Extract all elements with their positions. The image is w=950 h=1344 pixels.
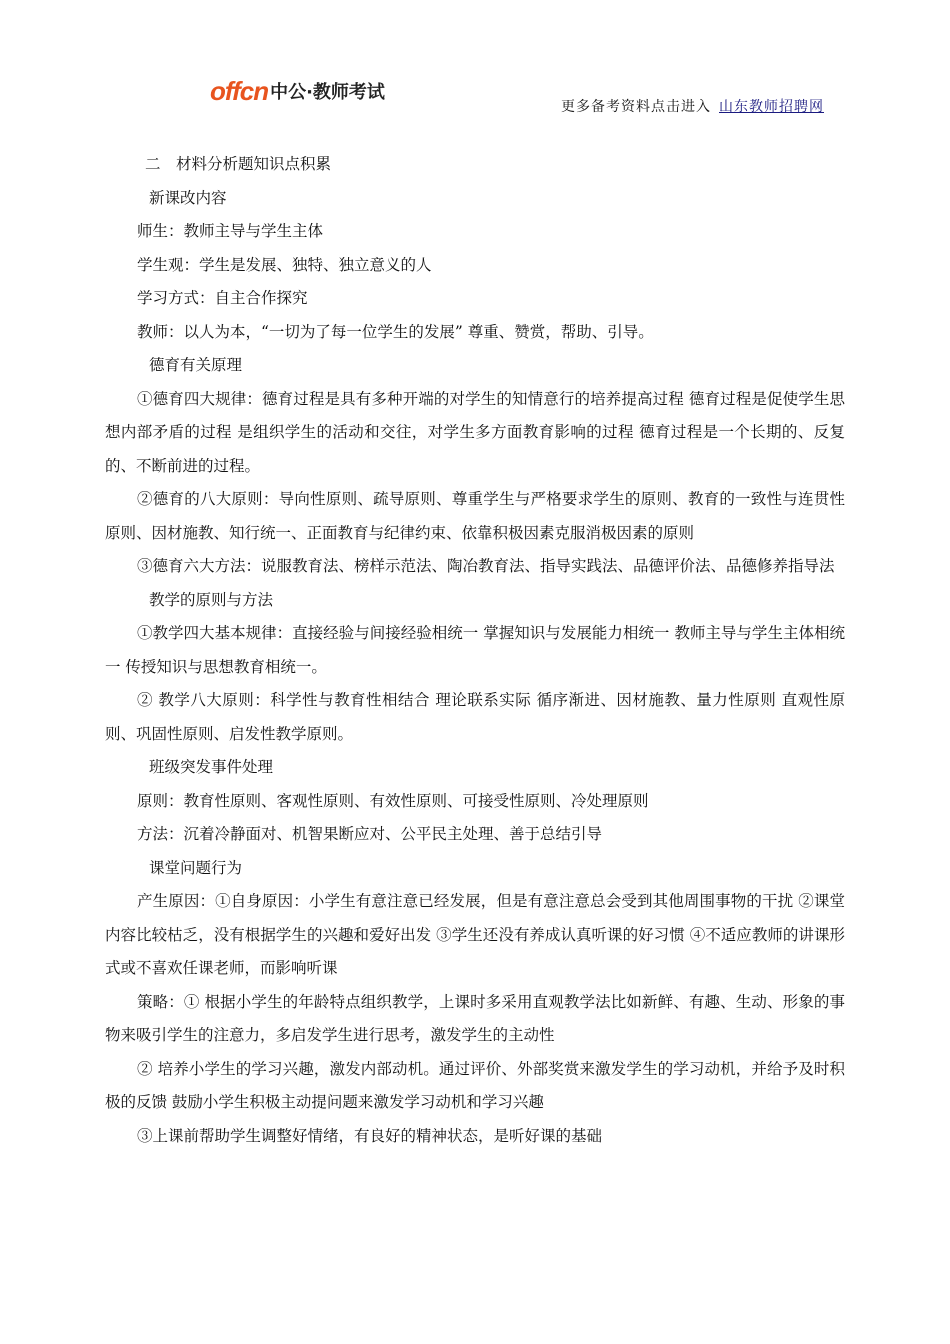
list-item: 教师：以人为本，“一切为了每一位学生的发展” 尊重、赞赏，帮助、引导。 <box>137 322 654 341</box>
paragraph: ①德育四大规律：德育过程是具有多种开端的对学生的知情意行的培养提高过程 德育过程是促使学生思想内部矛盾的过程 是组织学生的活动和交往，对学生多方面教育影响的过程 德育过程是一个长期的、反复的、不断前进的过程。 <box>105 389 845 475</box>
shandong-teacher-link[interactable]: 山东教师招聘网 <box>719 99 824 115</box>
section-title: 二 材料分析题知识点积累 <box>145 155 332 173</box>
topic-title: 课堂问题行为 <box>149 858 243 877</box>
list-item: 师生：教师主导与学生主体 <box>137 222 324 240</box>
logo-brand: offcn <box>210 75 269 106</box>
paragraph: ③德育六大方法：说服教育法、榜样示范法、陶冶教育法、指导实践法、品德评价法、品德修养指导法 <box>137 557 835 575</box>
more-text: 更多备考资料点击进入 <box>561 99 711 115</box>
offcn-logo <box>210 76 385 106</box>
list-item: 方法：沉着冷静面对、机智果断应对、公平民主处理、善于总结引导 <box>137 825 603 843</box>
paragraph: 产生原因：①自身原因：小学生有意注意已经发展，但是有意注意总会受到其他周围事物的干扰 ②课堂内容比较枯乏，没有根据学生的兴趣和爱好出发 ③学生还没有养成认真听课的好习惯 ④不适应教师的讲课形式或不喜欢任课老师，而影响听课 <box>105 892 845 977</box>
topic-title: 教学的原则与方法 <box>149 590 274 609</box>
paragraph: ③上课前帮助学生调整好情绪，有良好的精神状态，是听好课的基础 <box>137 1126 603 1145</box>
paragraph: ②德育的八大原则：导向性原则、疏导原则、尊重学生与严格要求学生的原则、教育的一致性与连贯性原则、因材施教、知行统一、正面教育与纪律约束、依靠积极因素克服消极因素的原则 <box>105 490 845 542</box>
list-item: 学生观：学生是发展、独特、独立意义的人 <box>137 255 432 274</box>
paragraph: ② 培养小学生的学习兴趣，激发内部动机。通过评价、外部奖赏来激发学生的学习动机，并给予及时积极的反馈 鼓励小学生积极主动提问题来激发学习动机和学习兴趣 <box>105 1059 845 1111</box>
page-header <box>0 0 950 130</box>
paragraph: ①教学四大基本规律：直接经验与间接经验相统一 掌握知识与发展能力相统一 教师主导与学生主体相统一 传授知识与思想教育相统一。 <box>105 624 845 676</box>
document-body <box>105 148 845 1153</box>
list-item: 学习方式：自主合作探究 <box>137 289 308 307</box>
topic-title: 新课改内容 <box>149 188 227 207</box>
paragraph: 策略：① 根据小学生的年龄特点组织教学，上课时多采用直观教学法比如新鲜、有趣、生动、形象的事物来吸引学生的注意力，多启发学生进行思考，激发学生的主动性 <box>105 992 845 1044</box>
list-item: 原则：教育性原则、客观性原则、有效性原则、可接受性原则、冷处理原则 <box>137 791 649 810</box>
header-promo <box>561 96 824 116</box>
logo-text: 中公·教师考试 <box>270 82 385 103</box>
topic-title: 班级突发事件处理 <box>149 758 274 776</box>
topic-title: 德育有关原理 <box>149 356 243 374</box>
paragraph: ② 教学八大原则：科学性与教育性相结合 理论联系实际 循序渐进、因材施教、量力性原则 直观性原则、巩固性原则、启发性教学原则。 <box>105 691 845 743</box>
